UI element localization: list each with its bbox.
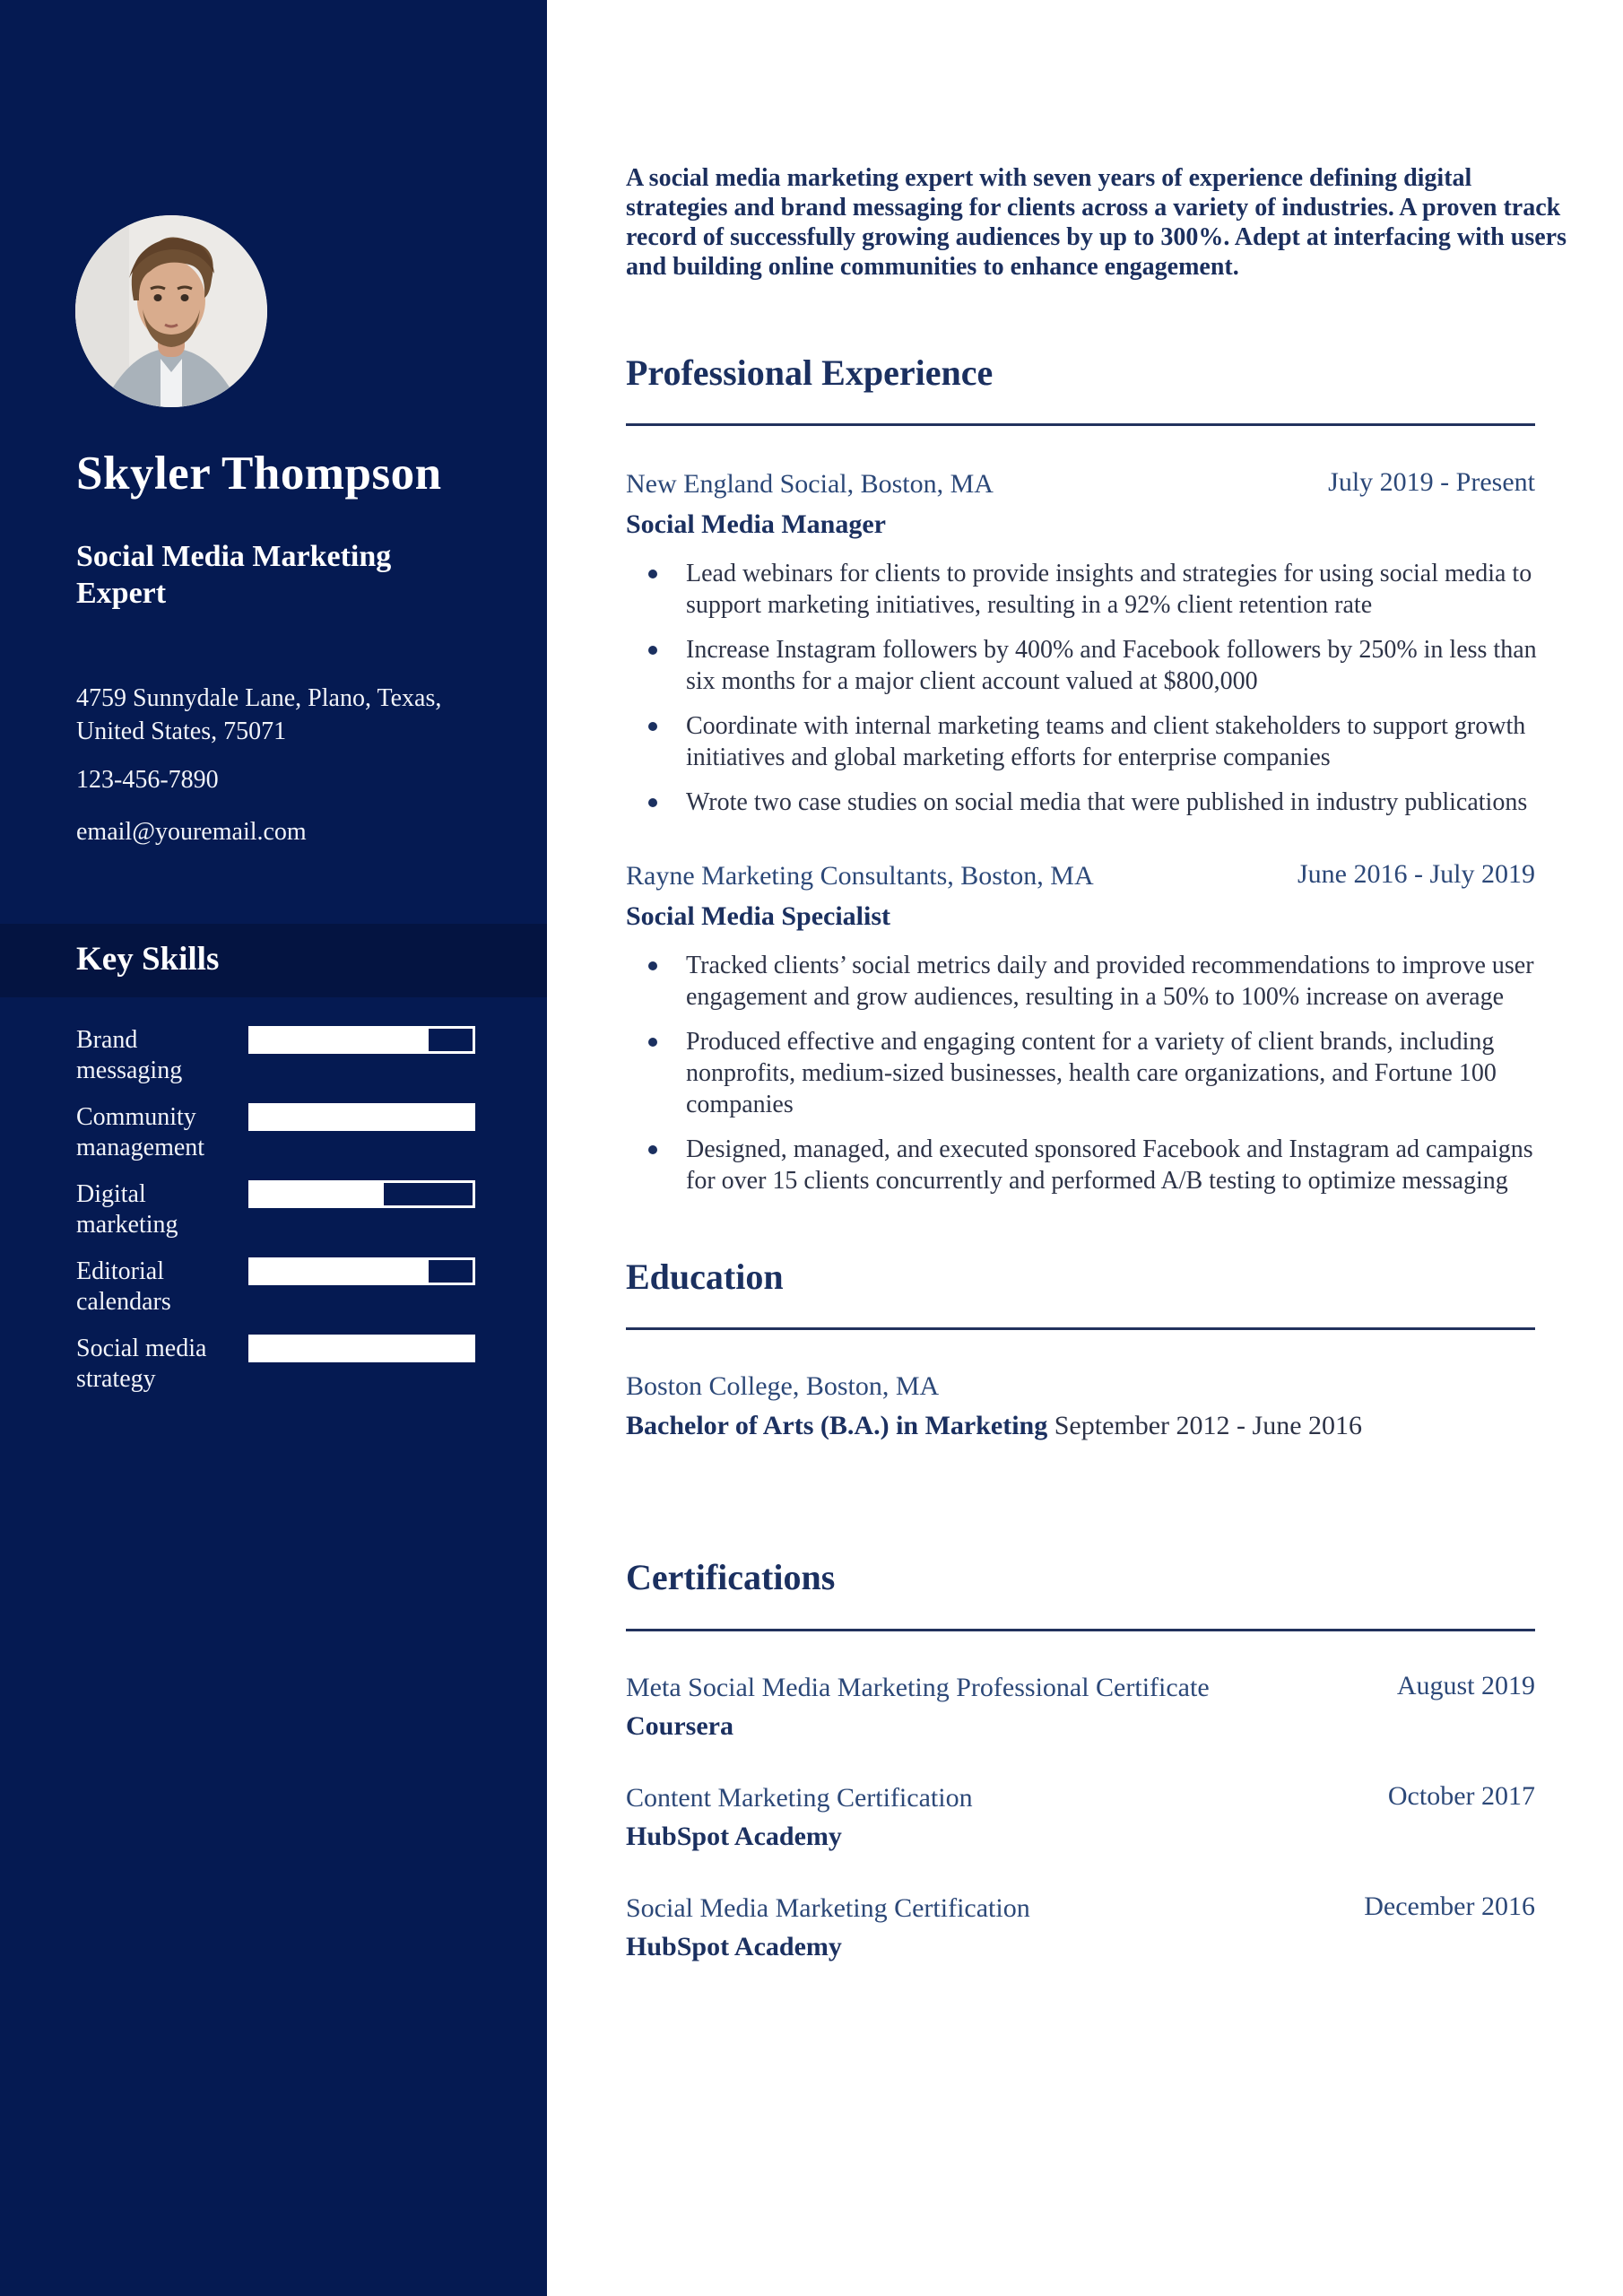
certification-header (626, 1671, 1567, 1704)
degree-line (626, 1411, 1567, 1441)
certification-issuer: HubSpot Academy (626, 1821, 842, 1851)
job-title: Social Media Manager (626, 509, 886, 540)
phone-number: 123-456-7890 (76, 766, 219, 794)
job-bullet: Lead webinars for clients to provide insights and strategies for using social media to support marketing initiatives, resulting in a 92% client retention rate (686, 558, 1538, 621)
certification-date: December 2016 (1364, 1891, 1535, 1921)
job-header (626, 467, 1567, 500)
skill-row (76, 1102, 480, 1179)
address-line-2: United States, 75071 (76, 718, 287, 745)
certifications-heading: Certifications (626, 1557, 836, 1598)
skill-bar-fill (251, 1183, 384, 1205)
address-line-1: 4759 Sunnydale Lane, Plano, Texas, (76, 684, 442, 712)
skill-label: Digital marketing (76, 1180, 178, 1239)
key-skills-heading: Key Skills (76, 941, 220, 978)
job-bullet: Produced effective and engaging content for a variety of client brands, including nonprofits, medium-sized businesses, health care organizations, and Fortune 100 companies (686, 1026, 1538, 1120)
education-entry (626, 1371, 1567, 1441)
experience-heading: Professional Experience (626, 352, 994, 393)
skill-bar-fill (251, 1337, 473, 1360)
skill-row (76, 1257, 480, 1334)
job-bullet: Designed, managed, and executed sponsored Facebook and Instagram ad campaigns for over 15 clients concurrently and performed A/B testing to optimize messaging (686, 1134, 1538, 1196)
job-dates: June 2016 - July 2019 (1298, 859, 1535, 890)
certification-entry (626, 1671, 1567, 1742)
certification-header (626, 1892, 1567, 1925)
skill-label: Community management (76, 1103, 205, 1161)
skill-label: Social media strategy (76, 1335, 207, 1393)
skill-bar (248, 1335, 475, 1362)
education-heading: Education (626, 1257, 784, 1298)
degree-name: Bachelor of Arts (B.A.) in Marketing (626, 1411, 1048, 1441)
skill-row (76, 1179, 480, 1257)
certification-name: Content Marketing Certification (626, 1782, 973, 1813)
certification-date: August 2019 (1396, 1670, 1535, 1700)
professional-summary: A social media marketing expert with seven years of experience defining digital strategies and brand messaging for clients across a variety of industries. A proven track record of successfully growing audiences by up to 300%. Adept at interfacing with users and building online communities to enhance engagement. (626, 164, 1567, 281)
certification-issuer: Coursera (626, 1710, 733, 1741)
certification-header (626, 1781, 1567, 1814)
section-divider (626, 1629, 1535, 1631)
skill-bar (248, 1026, 475, 1054)
profile-photo (75, 215, 267, 407)
job-entry (626, 467, 1567, 818)
main-column (626, 0, 1567, 1962)
skill-bar-fill (251, 1260, 429, 1283)
skill-bar-fill (251, 1029, 429, 1051)
person-name: Skyler Thompson (76, 448, 442, 500)
school-name: Boston College, Boston, MA (626, 1371, 940, 1402)
job-bullet: Increase Instagram followers by 400% and Facebook followers by 250% in less than six months for a major client account valued at $800,000 (686, 636, 1537, 696)
certification-issuer: HubSpot Academy (626, 1931, 842, 1961)
key-skills-band (0, 924, 547, 997)
job-bullet: Tracked clients’ social metrics daily and provided recommendations to improve user engagement and grow audiences, resulting in a 50% to 100% increase on average (686, 950, 1538, 1013)
company-name: New England Social, Boston, MA (626, 469, 994, 500)
skill-label: Brand messaging (76, 1026, 183, 1084)
certification-date: October 2017 (1387, 1780, 1535, 1811)
certification-name: Social Media Marketing Certification (626, 1892, 1030, 1923)
certification-entry (626, 1892, 1567, 1962)
email-address: email@youremail.com (76, 818, 307, 846)
job-bullet-list (626, 558, 1567, 818)
skill-bar (248, 1103, 475, 1131)
skills-list (76, 1025, 480, 1411)
sidebar (0, 0, 547, 2296)
certification-entry (626, 1781, 1567, 1852)
job-title: Social Media Specialist (626, 901, 890, 932)
job-bullet: Coordinate with internal marketing teams and client stakeholders to support growth initiatives and global marketing efforts for enterprise companies (686, 710, 1538, 773)
section-divider (626, 1327, 1535, 1330)
job-header (626, 859, 1567, 892)
job-dates: July 2019 - Present (1328, 467, 1535, 498)
job-bullet: Wrote two case studies on social media that were published in industry publications (686, 787, 1538, 818)
contact-block (76, 682, 498, 848)
skill-bar (248, 1180, 475, 1208)
job-entry (626, 859, 1567, 1196)
profile-photo-illustration (75, 215, 267, 407)
person-job-title: Social Media Marketing Expert (76, 540, 392, 610)
education-dates: September 2012 - June 2016 (1054, 1411, 1363, 1441)
job-bullet-list (626, 950, 1567, 1196)
skill-bar-fill (251, 1106, 473, 1128)
certification-name: Meta Social Media Marketing Professional Certificate (626, 1672, 1210, 1702)
company-name: Rayne Marketing Consultants, Boston, MA (626, 861, 1094, 891)
section-divider (626, 423, 1535, 426)
skill-label: Editorial calendars (76, 1257, 171, 1316)
skill-bar (248, 1257, 475, 1285)
skill-row (76, 1025, 480, 1102)
skill-row (76, 1334, 480, 1411)
